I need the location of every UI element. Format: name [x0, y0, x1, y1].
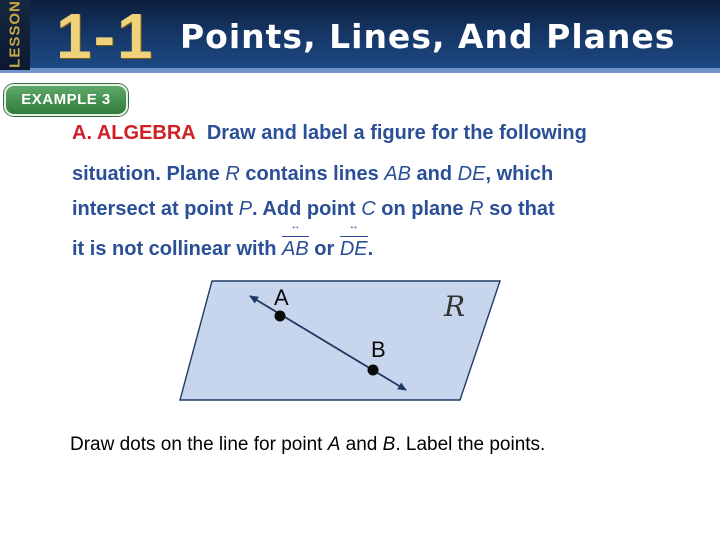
lesson-tag	[0, 0, 30, 70]
problem-text: so that	[483, 198, 555, 220]
problem-text: situation. Plane	[72, 163, 226, 185]
example-badge-label: EXAMPLE 3	[21, 91, 111, 108]
lesson-number: 1-1	[56, 0, 155, 72]
point-a-label: A	[274, 285, 289, 310]
point-name-c: C	[361, 198, 376, 220]
page-title: Points, Lines, And Planes	[180, 17, 676, 56]
problem-text: contains lines	[239, 163, 385, 185]
plane-label: R	[444, 290, 466, 323]
problem-line-1-text: Draw and label a figure for the following	[206, 122, 587, 144]
problem-text: it is not collinear with	[72, 238, 283, 260]
problem-text: on plane	[375, 198, 470, 220]
line-name-de: DE	[457, 163, 486, 185]
problem-text: . Add point	[252, 198, 362, 220]
plane-name: R	[469, 198, 484, 220]
lesson-header	[0, 0, 720, 70]
problem-text: .	[367, 238, 374, 260]
plane-name: R	[225, 163, 240, 185]
instruction-caption	[70, 430, 690, 460]
plane-figure	[170, 276, 510, 406]
problem-line-3	[72, 192, 692, 226]
problem-line-2	[72, 157, 692, 191]
point-b-label: B	[371, 337, 386, 362]
caption-text: . Label the points.	[395, 434, 546, 455]
line-name-ab: AB	[384, 163, 411, 185]
caption-text: Draw dots on the line for point	[70, 434, 328, 455]
problem-text: intersect at point	[72, 198, 239, 220]
lesson-tag-label: LESSON	[6, 0, 24, 68]
caption-point-b: B	[382, 434, 396, 455]
problem-line-1	[72, 116, 692, 150]
point-b	[368, 365, 379, 376]
problem-text: , which	[485, 163, 554, 185]
point-name-p: P	[238, 198, 253, 220]
example-badge	[4, 84, 128, 116]
caption-point-a: A	[327, 434, 341, 455]
point-a	[275, 311, 286, 322]
line-symbol-ab: AB ↔	[282, 232, 309, 266]
problem-text: or	[308, 238, 340, 260]
line-symbol-de: DE ↔	[340, 232, 368, 266]
problem-line-4	[72, 232, 692, 266]
problem-text: and	[410, 163, 458, 185]
part-label: A. ALGEBRA	[72, 122, 196, 144]
caption-text: and	[340, 434, 383, 455]
